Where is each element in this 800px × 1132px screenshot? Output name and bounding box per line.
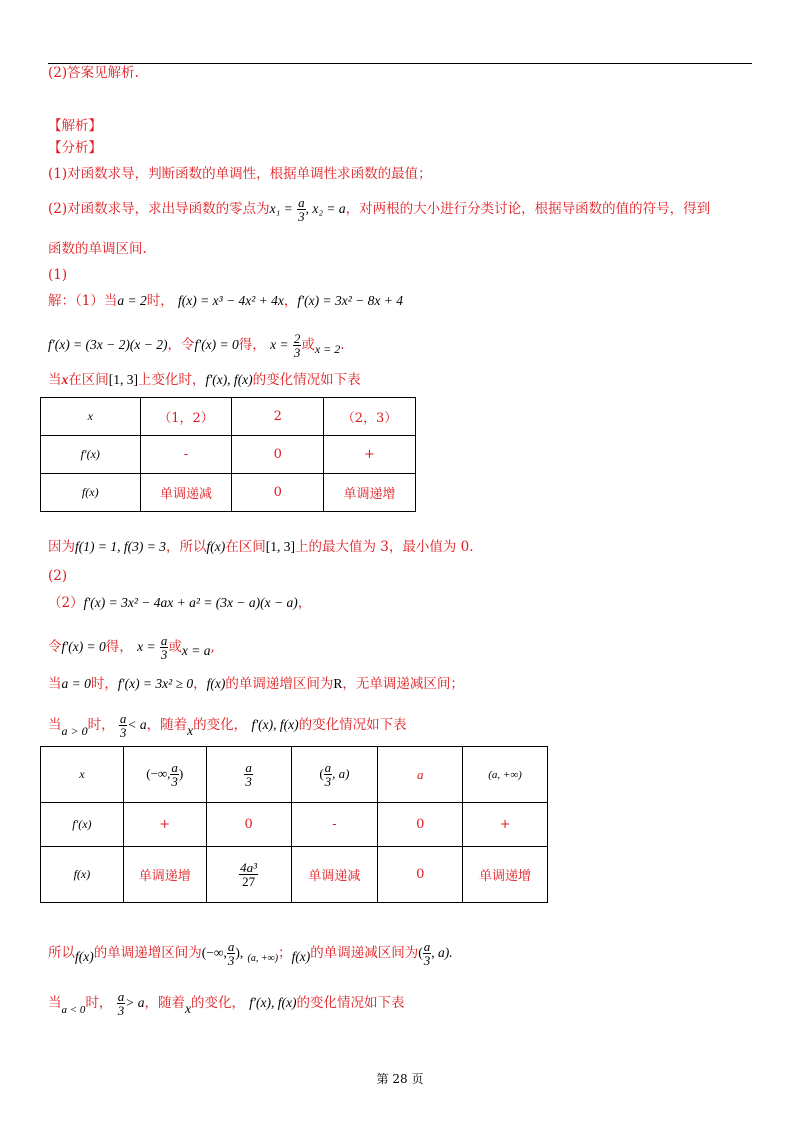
t1-cell: - xyxy=(140,436,232,474)
tag-jiexi: 【解析】 xyxy=(48,118,102,134)
t2-cell: 0 xyxy=(206,803,291,847)
t2-header-interval-3: (a, +∞) xyxy=(463,747,548,803)
solution-line-10: 当$_{a < 0}$时， $\frac{a}{3}$ > a，随着x的变化， f′(x), f(x)的变化情况如下表 xyxy=(48,989,405,1018)
t1-cell: + xyxy=(324,436,416,474)
t2-row-f: f(x) xyxy=(41,847,124,903)
fraction-a-over-3: $\frac{a}{3}$ xyxy=(160,633,168,662)
t1-header-interval-2: （2，3） xyxy=(324,398,416,436)
t2-header-x: x xyxy=(41,747,124,803)
variation-table-2 xyxy=(40,746,548,903)
t1-header-2: 2 xyxy=(232,398,324,436)
solution-line-1: 解：（1）当a = 2时， f(x) = x³ − 4x² + 4x，f′(x) = 3x² − 8x + 4 xyxy=(48,293,403,309)
t2-cell-extremum: $\frac{\text{4a³}}{27}$ xyxy=(206,847,291,903)
t1-cell: 单调递减 xyxy=(140,474,232,512)
header-rule xyxy=(48,63,752,64)
t2-cell: + xyxy=(123,803,206,847)
part1-label: (1) xyxy=(48,267,68,283)
fraction-a-over-3: $\frac{a}{3}$ xyxy=(298,195,305,224)
t1-row-fprime: f′(x) xyxy=(41,436,141,474)
t2-cell: 单调递减 xyxy=(291,847,378,903)
solution-line-6: 令f′(x) = 0得， x = $\frac{a}{3}$ 或x = a, xyxy=(48,633,215,662)
solution-line-8: 当a > 0时， $\frac{a}{3}$ < a，随着x的变化， f′(x), f(x)的变化情况如下表 xyxy=(48,711,407,740)
t2-cell: 0 xyxy=(378,803,463,847)
tag-fenxi: 【分析】 xyxy=(48,140,102,156)
page-number: 第 28 页 xyxy=(376,1072,424,1086)
t2-header-interval-2: ( $\frac{a}{3}$ , a) xyxy=(291,747,378,803)
t2-cell: + xyxy=(463,803,548,847)
t2-cell: 单调递增 xyxy=(463,847,548,903)
t2-header-a: a xyxy=(378,747,463,803)
answer-line: (2)答案见解析. xyxy=(48,65,139,81)
analysis-1: (1)对函数求导，判断函数的单调性，根据单调性求函数的最值； xyxy=(48,166,432,182)
t1-header-x: x xyxy=(41,398,141,436)
t1-cell: 0 xyxy=(232,474,324,512)
t2-cell: 单调递增 xyxy=(123,847,206,903)
fraction-a-over-3: $\frac{a}{3}$ xyxy=(119,711,127,740)
t1-row-f: f(x) xyxy=(41,474,141,512)
solution-line-2: f′(x) = (3x − 2)(x − 2)，令f′(x) = 0得， x = $\frac{2}{3}$ 或x = 2. xyxy=(48,331,345,360)
analysis-3: 函数的单调区间. xyxy=(48,241,147,257)
t2-header-interval-1: (−∞, $\frac{a}{3}$ ) xyxy=(123,747,206,803)
fraction-2-over-3: $\frac{2}{3}$ xyxy=(293,331,301,360)
solution-line-9: 所以f(x)的单调递增区间为(−∞, $\frac{a}{3}$ ), $_{(a, +\infty)}$；f(x)的单调递减区间为( $\frac{a}{3}$ , a). xyxy=(48,939,453,968)
solution-line-7: 当a = 0时，f′(x) = 3x² ≥ 0，f(x)的单调递增区间为R，无单调递减区间； xyxy=(48,676,464,692)
t1-header-interval-1: （1，2） xyxy=(140,398,232,436)
t2-cell: 0 xyxy=(378,847,463,903)
t2-header-a-over-3: $\frac{a}{3}$ xyxy=(206,747,291,803)
solution-line-5: （2）f′(x) = 3x² − 4ax + a² = (3x − a)(x − a)， xyxy=(48,595,312,611)
solution-line-4: 因为f(1) = 1, f(3) = 3，所以f(x)在区间[1, 3]上的最大值为 3，最小值为 0. xyxy=(48,539,474,555)
t1-cell: 单调递增 xyxy=(324,474,416,512)
variation-table-1 xyxy=(40,397,416,512)
solution-line-3: 当x在区间[1, 3]上变化时，f′(x), f(x)的变化情况如下表 xyxy=(48,372,361,388)
t2-cell: - xyxy=(291,803,378,847)
part2-label: (2) xyxy=(48,568,68,584)
t2-row-fprime: f′(x) xyxy=(41,803,124,847)
fraction-a-over-3: $\frac{a}{3}$ xyxy=(117,989,125,1018)
analysis-2: (2)对函数求导，求出导函数的零点为x₁ = $\frac{a}{3}$ , x₂ = a，对两根的大小进行分类讨论，根据导函数的值的符号，得到 xyxy=(48,195,711,224)
t1-cell: 0 xyxy=(232,436,324,474)
